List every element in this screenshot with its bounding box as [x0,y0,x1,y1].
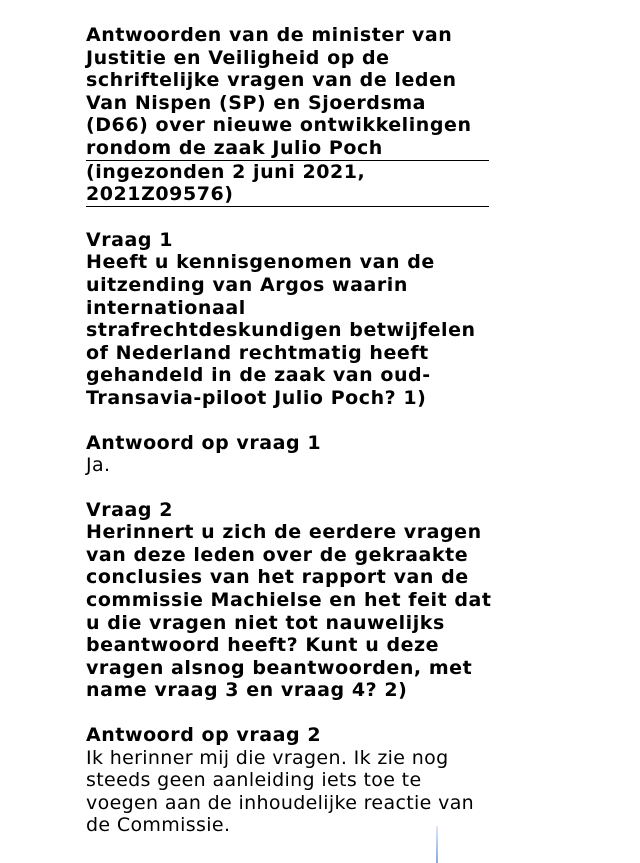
title-line: (D66) over nieuwe ontwikkelingen [86,114,472,137]
answer-line: steeds geen aanleiding iets toe te [86,769,422,792]
question-line: commissie Machielse en het feit dat [86,589,492,612]
question-line: Heeft u kennisgenomen van de [86,251,435,274]
question-line: vragen alsnog beantwoorden, met [86,656,473,679]
question-line: of Nederland rechtmatig heeft [86,341,429,364]
answer-line: Ja. [86,454,111,477]
question-line: beantwoord heeft? Kunt u deze [86,634,440,657]
submission-line: 2021Z09576) [86,183,234,206]
question-line: Transavia-piloot Julio Poch? 1) [86,386,427,409]
question-1 [86,229,496,410]
document-title [86,24,489,161]
question-line: name vraag 3 en vraag 4? 2) [86,679,408,702]
title-line: rondom de zaak Julio Poch [86,136,383,159]
question-2 [86,499,496,702]
scan-artifact [436,826,438,863]
answer-1 [86,432,496,477]
question-line: Herinnert u zich de eerdere vragen [86,521,482,544]
answer-line: voegen aan de inhoudelijke reactie van [86,791,475,814]
title-line: Justitie en Veiligheid op de [86,46,390,69]
question-line: internationaal [86,296,246,319]
answer-heading: Antwoord op vraag 2 [86,724,322,747]
title-line: Van Nispen (SP) en Sjoerdsma [86,91,427,114]
question-line: u die vragen niet tot nauwelijks [86,611,445,634]
question-heading: Vraag 1 [86,228,174,251]
question-line: van deze leden over de gekraakte [86,543,469,566]
answer-line: Ik herinner mij die vragen. Ik zie nog [86,746,449,769]
question-heading: Vraag 2 [86,498,174,521]
document-page [86,24,496,837]
submission-info [86,161,489,207]
answer-heading: Antwoord op vraag 1 [86,431,322,454]
submission-line: (ingezonden 2 juni 2021, [86,160,366,183]
question-line: strafrechtdeskundigen betwijfelen [86,319,476,342]
answer-2 [86,724,496,837]
answer-line: de Commissie. [86,814,231,837]
question-line: conclusies van het rapport van de [86,566,469,589]
question-line: gehandeld in de zaak van oud- [86,364,431,387]
title-line: Antwoorden van de minister van [86,24,453,46]
title-line: schriftelijke vragen van de leden [86,69,457,92]
question-line: uitzending van Argos waarin [86,273,408,296]
